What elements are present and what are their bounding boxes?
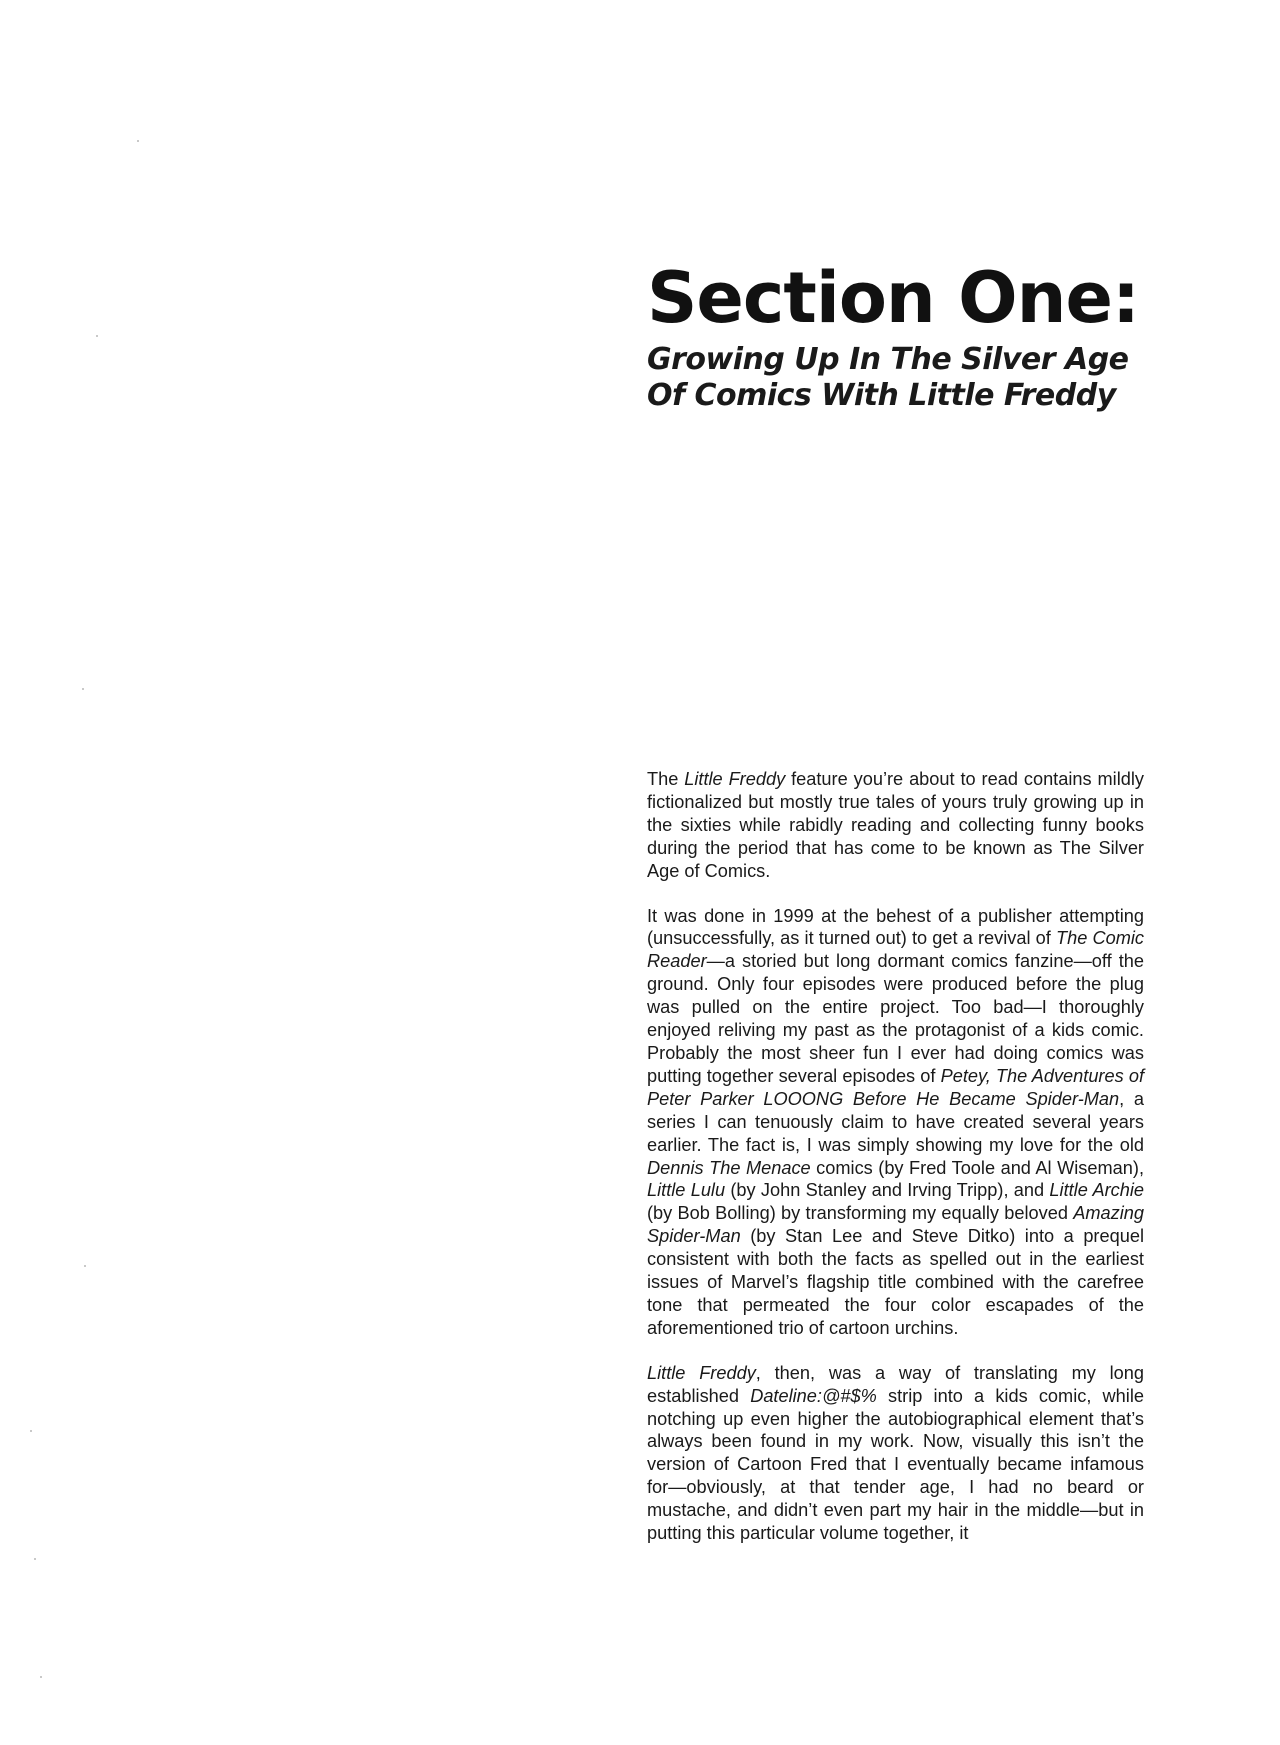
paragraph-3 (647, 1362, 1144, 1545)
body-text-run: —a storied but long dormant comics fanzine—off the ground. Only four episodes were produced before the plug was pulled on the entire project. Too bad—I thoroughly enjoyed reliving my past as the protagonist of a kids comic. Probably the most sheer fun I ever had doing comics was putting together several episodes of (647, 951, 1144, 1086)
scan-speck (34, 1558, 36, 1560)
italic-title-text: Amazing Spider-Man (647, 1203, 1144, 1247)
body-text-run: feature you’re about to read contains mildly fictionalized but mostly true tales of yours truly growing up in the sixties while rabidly reading and collecting funny books during the period that has come to be known as The Silver Age of Comics. (647, 769, 1144, 881)
italic-title-text: Petey, The Adventures of Peter Parker LOOONG Before He Became Spider-Man (647, 1065, 1144, 1109)
paragraph-1 (647, 768, 1144, 883)
body-text-run: (by Stan Lee and Steve Ditko) into a prequel consistent with both the facts as spelled out in the earliest issues of Marvel’s flagship title combined with the carefree tone that permeated the four color escapades of the aforementioned trio of cartoon urchins. (647, 1226, 1144, 1338)
italic-title-text: Little Freddy (684, 769, 786, 789)
body-text-run: strip into a kids comic, while notching up even higher the autobiographical element that’s always been found in my work. Now, visually this isn’t the version of Cartoon Fred that I eventually became infamous for—obviously, at that tender age, I had no beard or mustache, and didn’t even part my hair in the middle—but in putting this particular volume together, it (647, 1385, 1144, 1544)
paragraph-2 (647, 905, 1144, 1340)
italic-title-text: Little Archie (1049, 1180, 1144, 1201)
section-subtitle (647, 342, 1167, 414)
intro-text (647, 768, 1144, 1567)
scan-speck (96, 335, 98, 337)
body-text-run: comics (by Fred Toole and Al Wiseman), (810, 1157, 1144, 1178)
body-text-run: , then, was a way of translating my long established (647, 1362, 1144, 1406)
italic-title-text: Dennis The Menace (647, 1157, 811, 1178)
subtitle-line-2: Of Comics With Little Freddy (647, 378, 1116, 413)
body-text-run: , a series I can tenuously claim to have created several years earlier. The fact is, I was simply showing my love for the old (647, 1088, 1144, 1155)
section-heading (647, 258, 1167, 414)
italic-title-text: Little Lulu (647, 1180, 726, 1201)
italic-title-text: Little Freddy (647, 1362, 756, 1383)
body-text-run: (by John Stanley and Irving Tripp), and (725, 1180, 1050, 1201)
italic-title-text: Dateline:@#$% (750, 1385, 877, 1406)
body-text-run: It was done in 1999 at the behest of a publisher attempting (unsuccessfully, as it turned out) to get a revival of (647, 905, 1144, 949)
scan-speck (40, 1676, 42, 1678)
italic-title-text: The Comic Reader (647, 928, 1144, 972)
scan-speck (137, 140, 139, 142)
scan-speck (82, 688, 84, 690)
scan-speck (30, 1430, 32, 1432)
subtitle-line-1: Growing Up In The Silver Age (647, 342, 1129, 377)
section-title: Section One: (647, 257, 1139, 339)
body-text-run: (by Bob Bolling) by transforming my equally beloved (647, 1203, 1074, 1224)
scan-speck (84, 1265, 86, 1267)
body-text-run: The (647, 769, 685, 789)
